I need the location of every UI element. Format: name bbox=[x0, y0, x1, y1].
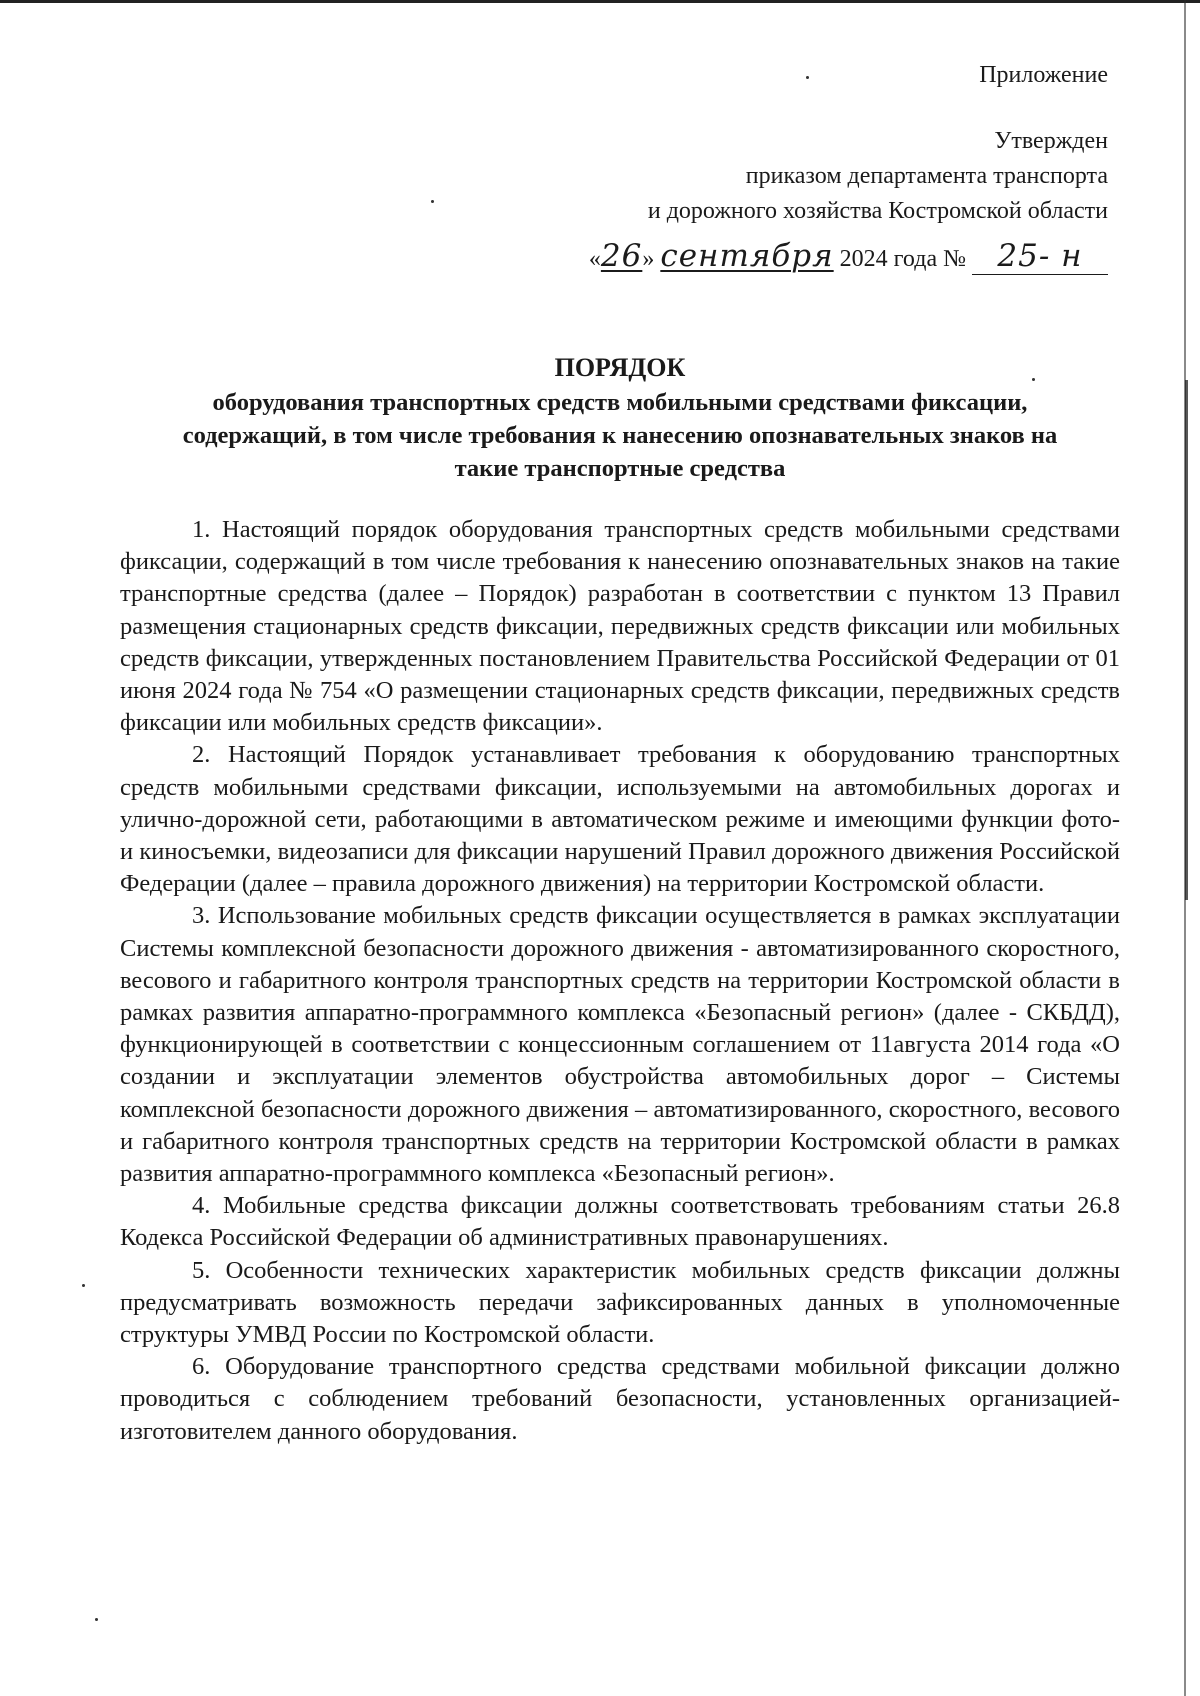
handwritten-order-number: 25- н bbox=[997, 238, 1083, 274]
paragraph-6: 6. Оборудование транспортного средства средствами мобильной фиксации должно проводиться с соблюдением требований безопасности, установленных организацией-изготовителем данного оборудования. bbox=[120, 1353, 1120, 1445]
document-title: ПОРЯДОК bbox=[554, 353, 686, 382]
scan-edge-top bbox=[0, 0, 1200, 3]
order-number-field bbox=[972, 238, 1108, 275]
appendix-label bbox=[979, 58, 1108, 93]
paragraph-4: 4. Мобильные средства фиксации должны соответствовать требованиям статьи 26.8 Кодекса Российской Федерации об административных правонарушениях. bbox=[120, 1192, 1120, 1252]
order-line-2: и дорожного хозяйства Костромской области bbox=[647, 198, 1108, 224]
handwritten-day: 26 bbox=[600, 238, 643, 274]
subtitle-line-3: такие транспортные средства bbox=[454, 455, 786, 482]
scan-speck bbox=[82, 1284, 85, 1287]
subtitle-line-1: оборудования транспортных средств мобильными средствами фиксации, bbox=[212, 389, 1028, 416]
approved-text: Утвержден bbox=[994, 128, 1108, 154]
scan-speck bbox=[431, 200, 434, 203]
appendix-text: Приложение bbox=[979, 62, 1108, 88]
order-date-line bbox=[589, 238, 1108, 275]
paragraph-2: 2. Настоящий Порядок устанавливает требования к оборудованию транспортных средств мобильными средствами фиксации, используемыми на автомобильных дорогах и улично-дорожной сети, работающими в автоматическом режиме и имеющими функции фото- и киносъемки, видеозаписи для фиксации нарушений Правил дорожного движения Российской Федерации (далее – правила дорожного движения) на территории Костромской области. bbox=[120, 741, 1120, 898]
paragraph-1: 1. Настоящий порядок оборудования транспортных средств мобильными средствами фиксации, содержащий в том числе требования к нанесению опознавательных знаков на такие транспортные средства (далее – Порядок) разработан в соответствии с пунктом 13 Правил размещения стационарных средств фиксации, передвижных средств фиксации или мобильных средств фиксации, утвержденных постановлением Правительства Российской Федерации от 01 июня 2024 года № 754 «О размещении стационарных средств фиксации, передвижных средств фиксации или мобильных средств фиксации». bbox=[120, 516, 1120, 737]
scan-speck bbox=[95, 1618, 98, 1621]
paragraph-3: 3. Использование мобильных средств фиксации осуществляется в рамках эксплуатации Системы комплексной безопасности дорожного движения - автоматизированного скоростного, весового и габаритного контроля транспортных средств на территории Костромской области в рамках развития аппаратно-программного комплекса «Безопасный регион» (далее - СКБДД), функционирующей в соответствии с концессионным соглашением от 11августа 2014 года «О создании и эксплуатации элементов обустройства автомобильных дорог – Системы комплексной безопасности дорожного движения – автоматизированного, скоростного, весового и габаритного контроля транспортных средств на территории Костромской области в рамках развития аппаратно-программного комплекса «Безопасный регион». bbox=[120, 902, 1120, 1188]
document-subtitle bbox=[120, 386, 1120, 485]
document-body bbox=[120, 514, 1120, 1448]
year-text-value: 2024 года № bbox=[839, 246, 966, 272]
quote-open: « bbox=[588, 246, 601, 272]
year-text bbox=[834, 246, 966, 273]
scan-speck bbox=[806, 76, 809, 79]
paragraph-5: 5. Особенности технических характеристик мобильных средств фиксации должны предусматривать возможность передачи зафиксированных данных в уполномоченные структуры УМВД России по Костромской области. bbox=[120, 1256, 1120, 1349]
subtitle-line-2: содержащий, в том числе требования к нанесению опознавательных знаков на bbox=[182, 422, 1058, 449]
scan-edge-mark bbox=[1185, 380, 1188, 900]
approval-block bbox=[648, 124, 1108, 229]
order-line-1: приказом департамента транспорта bbox=[745, 163, 1108, 189]
handwritten-month: сентября bbox=[660, 238, 834, 274]
quote-close: » bbox=[642, 246, 661, 272]
